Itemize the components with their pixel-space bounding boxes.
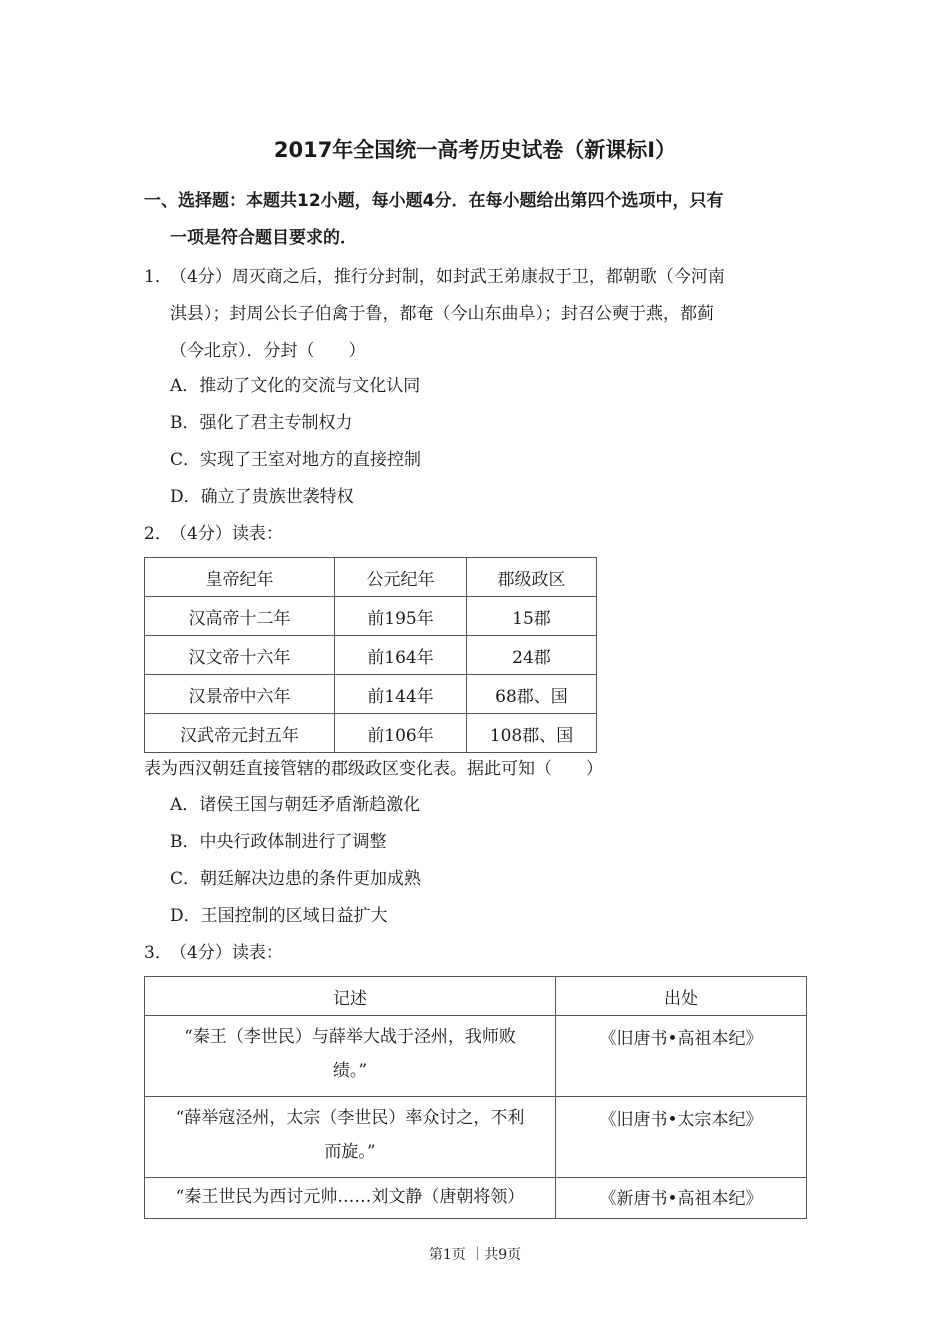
question-1-line-2: 淇县）；封周公长子伯禽于鲁，都奄（今山东曲阜）；封召公奭于燕，都蓟 bbox=[170, 304, 714, 324]
record-text-line: “秦王（李世民）与薛举大战于泾州，我师败 bbox=[184, 1027, 516, 1047]
table-row bbox=[145, 1016, 807, 1097]
table-cell: 68郡、国 bbox=[467, 675, 597, 714]
table-cell: 汉景帝中六年 bbox=[145, 675, 335, 714]
question-2-option-b: B．中央行政体制进行了调整 bbox=[170, 832, 387, 852]
question-2-option-c: C．朝廷解决边患的条件更加成熟 bbox=[170, 869, 422, 889]
table-row bbox=[145, 636, 597, 675]
table-cell bbox=[145, 1016, 556, 1097]
table-header-cell: 公元纪年 bbox=[335, 558, 467, 597]
table-row bbox=[145, 597, 597, 636]
page-footer: 第1页 ｜共9页 bbox=[428, 1247, 522, 1263]
table-cell: 15郡 bbox=[467, 597, 597, 636]
table-cell: 108郡、国 bbox=[467, 714, 597, 753]
record-text-line: “薛举寇泾州，太宗（李世民）率众讨之，不利 bbox=[175, 1108, 525, 1128]
table-row bbox=[145, 1097, 807, 1178]
table-cell: 汉文帝十六年 bbox=[145, 636, 335, 675]
page-title: 2017年全国统一高考历史试卷（新课标Ⅰ） bbox=[273, 138, 677, 162]
table-cell: 24郡 bbox=[467, 636, 597, 675]
table-cell: 《旧唐书•太宗本纪》 bbox=[556, 1097, 807, 1178]
section-heading bbox=[144, 183, 814, 257]
table-cell: 前144年 bbox=[335, 675, 467, 714]
table-header-cell: 皇帝纪年 bbox=[145, 558, 335, 597]
table-header-cell: 出处 bbox=[556, 977, 807, 1016]
record-text-line: “秦王世民为西讨元帅……刘文静（唐朝将领） bbox=[175, 1187, 525, 1207]
table-cell: 汉武帝元封五年 bbox=[145, 714, 335, 753]
table-cell: 《旧唐书•高祖本纪》 bbox=[556, 1016, 807, 1097]
question-2-option-d: D．王国控制的区域日益扩大 bbox=[170, 906, 388, 926]
question-3-number: 3． bbox=[144, 943, 172, 963]
question-3-intro: （4分）读表： bbox=[170, 943, 283, 963]
question-1-number: 1． bbox=[144, 267, 172, 287]
table-cell bbox=[145, 1097, 556, 1178]
question-2-number: 2． bbox=[144, 524, 172, 544]
question-2-stem: 表为西汉朝廷直接管辖的郡级政区变化表。据此可知（ ） bbox=[144, 759, 603, 779]
table-cell: 汉高帝十二年 bbox=[145, 597, 335, 636]
question-1-option-b: B．强化了君主专制权力 bbox=[170, 413, 353, 433]
table-cell bbox=[145, 1178, 556, 1219]
record-text-line: 而旋。” bbox=[324, 1142, 376, 1162]
table-header-cell: 郡级政区 bbox=[467, 558, 597, 597]
table-row bbox=[145, 1178, 807, 1219]
question-1-option-c: C．实现了王室对地方的直接控制 bbox=[170, 450, 422, 470]
question-1-line-1: （4分）周灭商之后，推行分封制，如封武王弟康叔于卫，都朝歌（今河南 bbox=[170, 267, 725, 287]
record-text-line: 绩。” bbox=[332, 1061, 368, 1081]
section-heading-line-1: 一、选择题：本题共12小题，每小题4分．在每小题给出第四个选项中，只有 bbox=[144, 191, 724, 211]
question-3-table bbox=[144, 976, 807, 1219]
table-header-cell: 记述 bbox=[145, 977, 556, 1016]
question-1-option-d: D．确立了贵族世袭特权 bbox=[170, 487, 354, 507]
table-row bbox=[145, 714, 597, 753]
question-2-intro: （4分）读表： bbox=[170, 524, 283, 544]
question-2-table bbox=[144, 557, 597, 753]
table-header-row bbox=[145, 558, 597, 597]
table-cell: 前106年 bbox=[335, 714, 467, 753]
table-cell: 前195年 bbox=[335, 597, 467, 636]
section-heading-line-2: 一项是符合题目要求的． bbox=[170, 228, 357, 248]
question-1-option-a: A．推动了文化的交流与文化认同 bbox=[170, 376, 421, 396]
question-2-option-a: A．诸侯王国与朝廷矛盾渐趋激化 bbox=[170, 795, 421, 815]
table-cell: 前164年 bbox=[335, 636, 467, 675]
table-header-row bbox=[145, 977, 807, 1016]
table-cell: 《新唐书•高祖本纪》 bbox=[556, 1178, 807, 1219]
table-row bbox=[145, 675, 597, 714]
question-1-line-3: （今北京）．分封（ ） bbox=[170, 341, 366, 361]
